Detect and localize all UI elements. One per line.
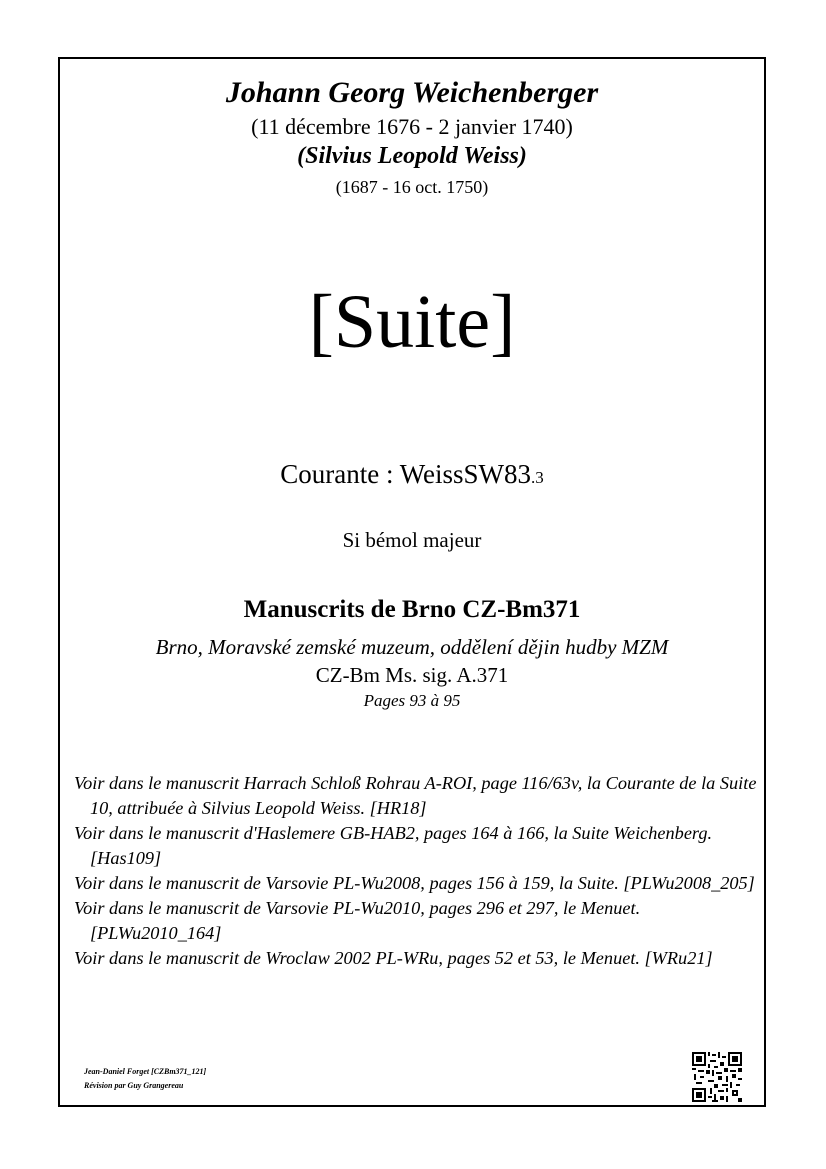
key-signature: Si bémol majeur: [342, 528, 482, 552]
manuscript-title: Manuscrits de Brno CZ-Bm371: [243, 596, 581, 623]
note-item: Voir dans le manuscrit de Varsovie PL-Wu2008, pages 156 à 159, la Suite. [PLWu2008_205]: [74, 873, 755, 893]
note-item: Voir dans le manuscrit Harrach Schloß Rohrau A-ROI, page 116/63v, la Courante de la Suite 10, attribuée à Silvius Leopold Weiss. [HR18]: [74, 773, 757, 818]
notes-list: [74, 771, 764, 971]
qr-code-icon: [692, 1052, 742, 1102]
attributed-dates: (1687 - 16 oct. 1750): [335, 177, 489, 197]
manuscript-library: Brno, Moravské zemské muzeum, oddělení dějin hudby MZM: [155, 635, 669, 659]
page-frame: [58, 57, 766, 1107]
movement-suffix: .3: [531, 468, 544, 487]
movement-label: Courante : WeissSW83: [280, 459, 532, 489]
note-item: Voir dans le manuscrit de Wroclaw 2002 PL-WRu, pages 52 et 53, le Menuet. [WRu21]: [74, 948, 713, 968]
revision-credit: Révision par Guy Grangereau: [84, 1081, 184, 1090]
manuscript-pages: Pages 93 à 95: [363, 691, 461, 710]
movement-title: [60, 459, 764, 490]
manuscript-signature: CZ-Bm Ms. sig. A.371: [315, 663, 509, 687]
editor-credit: Jean-Daniel Forget [CZBm371_121]: [84, 1067, 207, 1076]
composer-name: Johann Georg Weichenberger: [225, 76, 599, 109]
attributed-composer: (Silvius Leopold Weiss): [297, 143, 527, 169]
composer-dates: (11 décembre 1676 - 2 janvier 1740): [251, 114, 573, 139]
note-item: Voir dans le manuscrit de Varsovie PL-Wu2010, pages 296 et 297, le Menuet. [PLWu2010_164]: [74, 898, 641, 943]
note-item: Voir dans le manuscrit d'Haslemere GB-HAB2, pages 164 à 166, la Suite Weichenberg. [Has109]: [74, 823, 713, 868]
work-title: [Suite]: [308, 280, 516, 364]
